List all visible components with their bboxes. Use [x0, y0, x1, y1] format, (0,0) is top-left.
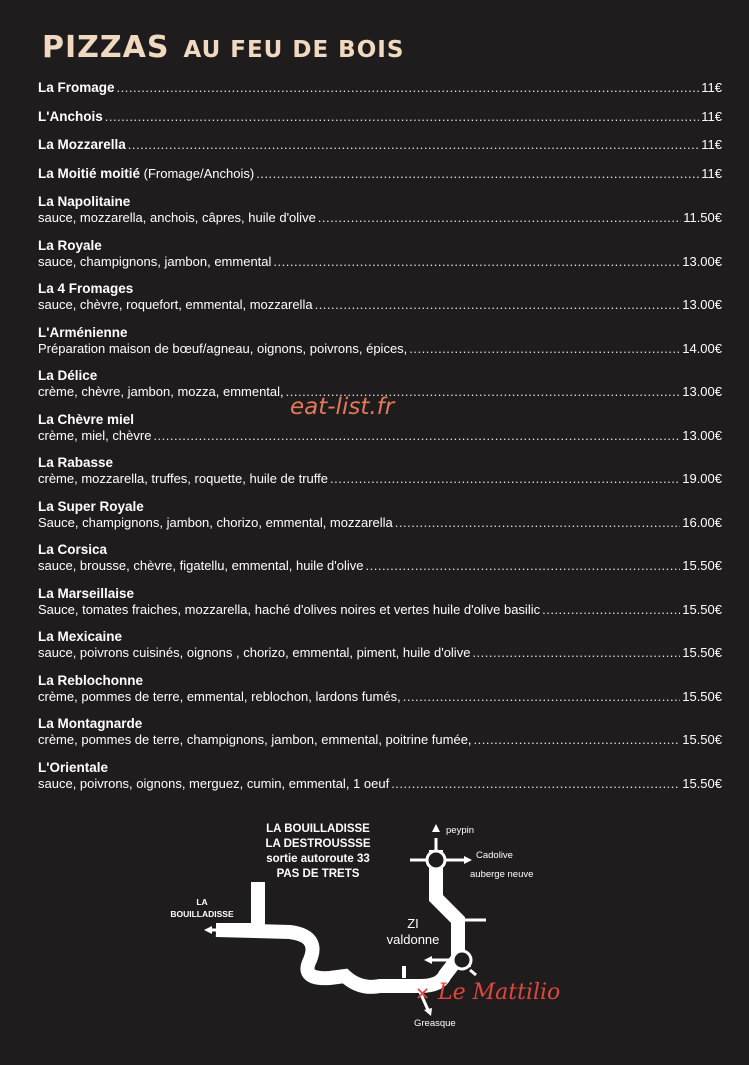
pizza-desc: crème, pommes de terre, emmental, reblochon, lardons fumés,: [38, 688, 401, 704]
road-stub-right2: [470, 970, 476, 975]
map-greasque-label: Greasque: [414, 1018, 456, 1029]
menu-item: [38, 542, 722, 586]
pizza-name: La Corsica: [38, 542, 108, 557]
roundabout-top: [427, 851, 445, 869]
pizza-name: La Moitié moitié: [38, 165, 141, 181]
menu-item: [38, 281, 722, 325]
location-star-icon: ✕: [415, 984, 431, 1004]
pizza-price: 11.50€: [683, 210, 722, 225]
pizza-price: 11€: [701, 165, 722, 181]
pizza-name: La Délice: [38, 368, 98, 383]
pizza-desc: sauce, mozzarella, anchois, câpres, huile d'olive: [38, 210, 316, 225]
menu-item: [38, 629, 722, 673]
pizza-price: 11€: [701, 108, 722, 124]
pizza-price: 13.00€: [682, 427, 722, 443]
roundabout-bottom: [453, 951, 471, 969]
pizza-price: 16.00€: [682, 514, 722, 530]
map-peypin-label: peypin: [446, 825, 474, 836]
menu-item: [38, 137, 722, 166]
map-left-label: LA BOUILLADISSE: [170, 897, 234, 919]
pizza-desc: sauce, champignons, jambon, emmental: [38, 253, 272, 269]
pizza-name: La Mozzarella: [38, 137, 126, 152]
menu-item: [38, 166, 722, 195]
map-zi-label: ZI valdonne: [386, 916, 440, 947]
menu-item: [38, 760, 722, 804]
pizza-name: L'Anchois: [38, 108, 103, 124]
pizza-desc: crème, miel, chèvre: [38, 427, 152, 443]
pizza-price: 13.00€: [682, 297, 722, 312]
location-map: [0, 810, 749, 1065]
pizza-name: La Chèvre miel: [38, 411, 135, 427]
pizza-desc: sauce, poivrons cuisinés, oignons , chorizo, emmental, piment, huile d'olive: [38, 645, 471, 660]
pizza-desc: crème, chèvre, jambon, mozza, emmental,: [38, 384, 284, 399]
pizza-name: La Mexicaine: [38, 629, 123, 644]
pizza-name: La Reblochonne: [38, 672, 144, 688]
pizza-price: 15.50€: [682, 645, 722, 660]
pizza-name: La Napolitaine: [38, 194, 131, 209]
menu-item: [38, 673, 722, 717]
title-subtitle: AU FEU DE BOIS: [183, 37, 405, 63]
pizza-name: La Royale: [38, 237, 102, 253]
map-cadolive-label: Cadolive: [476, 850, 513, 861]
pizza-desc: Sauce, tomates fraiches, mozzarella, haché d'olives noires et vertes huile d'olive basilic: [38, 601, 541, 617]
restaurant-logo: Le Mattilio: [438, 980, 561, 1005]
pizza-name: L'Orientale: [38, 759, 108, 775]
pizza-name: La Marseillaise: [38, 585, 135, 601]
pizza-price: 15.50€: [682, 601, 722, 617]
menu-item: [38, 716, 722, 760]
menu-item: [38, 455, 722, 499]
pizza-name: La Fromage: [38, 80, 115, 95]
pizza-desc: crème, pommes de terre, champignons, jambon, emmental, poitrine fumée,: [38, 732, 472, 747]
map-highway-label: LA BOUILLADISSE LA DESTROUSSSE sortie autoroute 33 PAS DE TRETS: [265, 823, 371, 880]
pizza-desc: Sauce, champignons, jambon, chorizo, emmental, mozzarella: [38, 514, 393, 530]
pizza-name: La 4 Fromages: [38, 281, 134, 296]
pizza-price: 13.00€: [682, 384, 722, 399]
pizza-price: 15.50€: [682, 558, 722, 573]
menu-item: [38, 109, 722, 138]
pizza-name: La Rabasse: [38, 455, 114, 470]
pizza-price: 15.50€: [682, 688, 722, 704]
pizza-desc: sauce, poivrons, oignons, merguez, cumin, emmental, 1 oeuf: [38, 775, 390, 791]
menu-item: [38, 80, 722, 109]
menu-title: [42, 30, 404, 65]
arrow-peypin: [432, 824, 440, 832]
menu-item: [38, 194, 722, 238]
pizza-desc: sauce, chèvre, roquefort, emmental, mozzarella: [38, 297, 313, 312]
menu-item: [38, 499, 722, 543]
pizza-list: [38, 194, 722, 803]
map-auberge-label: auberge neuve: [470, 869, 534, 880]
pizza-name: La Super Royale: [38, 498, 144, 514]
pizza-price: 15.50€: [682, 732, 722, 747]
pizza-price: 11€: [701, 137, 722, 152]
pizza-name: La Montagnarde: [38, 716, 143, 731]
menu-item: [38, 586, 722, 630]
pizza-desc: crème, mozzarella, truffes, roquette, huile de truffe: [38, 471, 328, 486]
pizza-price: 15.50€: [682, 775, 722, 791]
pizza-desc: Préparation maison de bœuf/agneau, oignons, poivrons, épices,: [38, 340, 408, 356]
pizza-price: 19.00€: [682, 471, 722, 486]
pizza-menu: [38, 80, 722, 803]
title-pizzas: PIZZAS: [42, 30, 170, 65]
pizza-name: L'Arménienne: [38, 324, 128, 340]
menu-item: [38, 238, 722, 282]
pizza-price: 14.00€: [682, 340, 722, 356]
pizza-price: 13.00€: [682, 253, 722, 269]
pizza-price: 11€: [701, 80, 722, 95]
pizza-desc: sauce, brousse, chèvre, figatellu, emmental, huile d'olive: [38, 558, 364, 573]
pizza-desc: (Fromage/Anchois): [143, 165, 255, 181]
menu-item: [38, 325, 722, 369]
watermark: eat-list.fr: [290, 394, 395, 420]
